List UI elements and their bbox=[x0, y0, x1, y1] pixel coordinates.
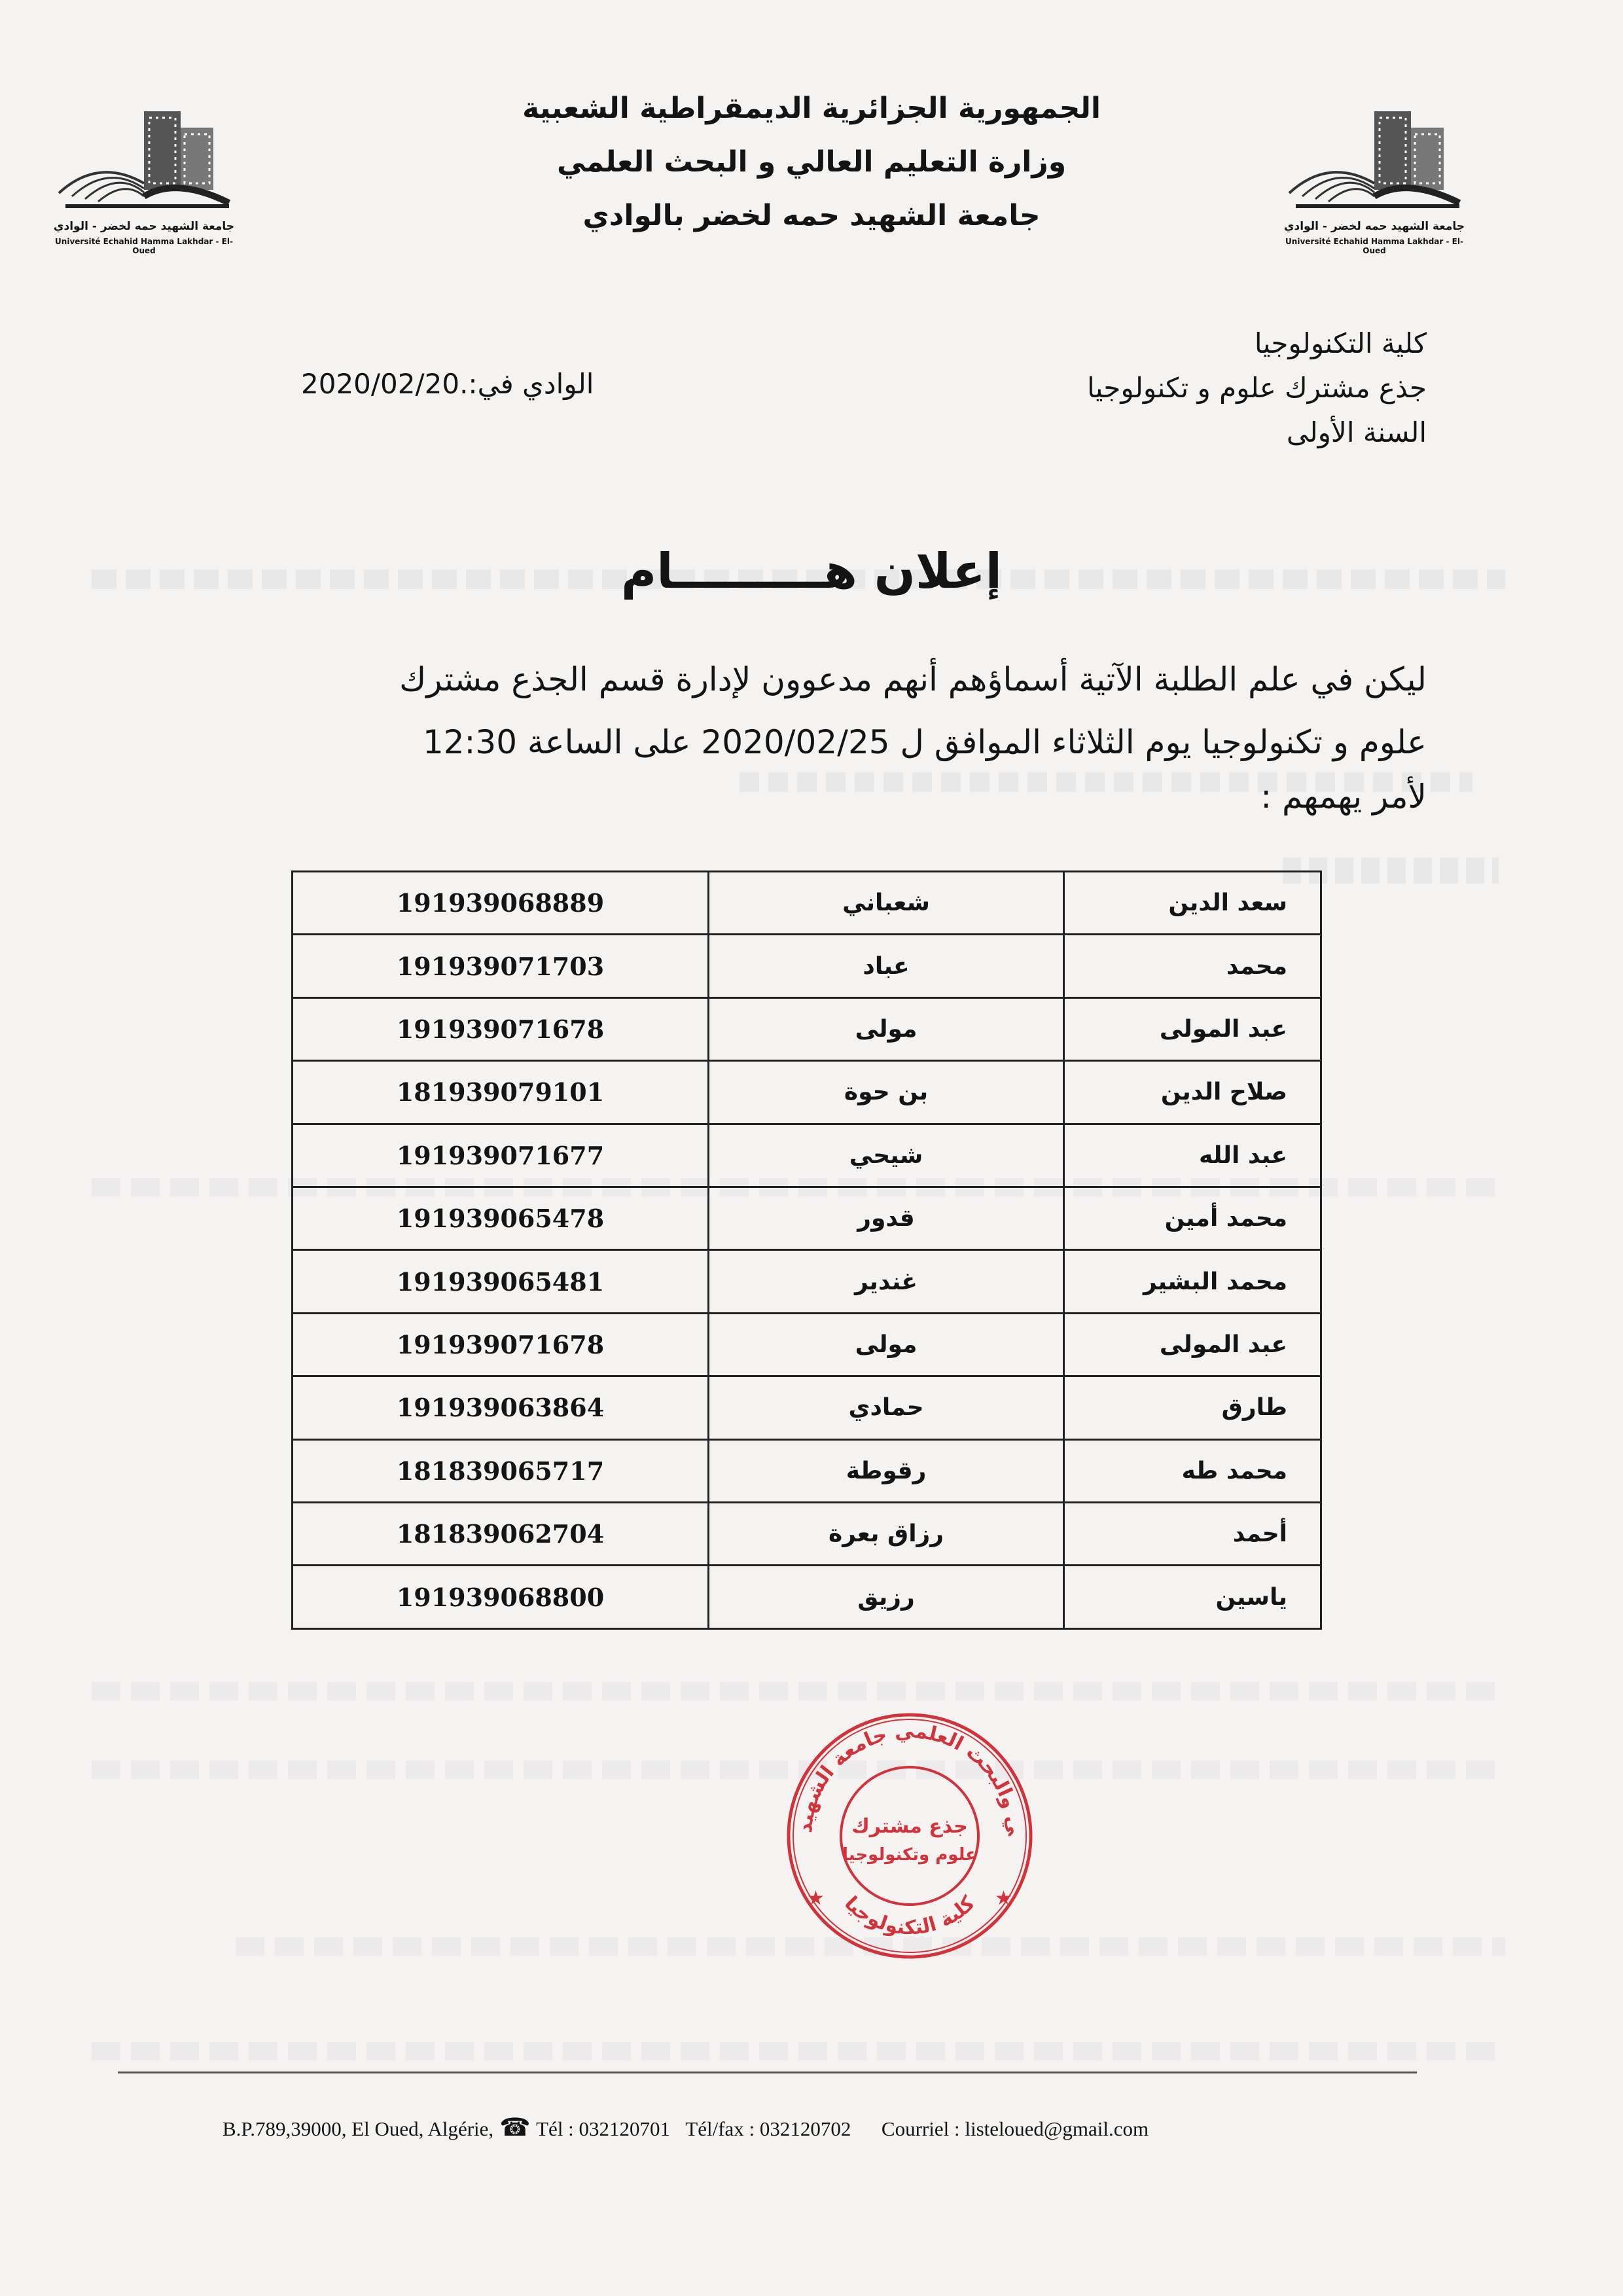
stamp-star-icon: ★ bbox=[995, 1887, 1012, 1910]
table-row bbox=[293, 872, 1321, 935]
logo-caption-french: Université Echahid Hamma Lakhdar - El-Oued bbox=[1285, 237, 1463, 255]
student-first-name: عبد الله bbox=[1064, 1124, 1321, 1187]
student-first-name: محمد bbox=[1064, 935, 1321, 997]
table-row bbox=[293, 1376, 1321, 1439]
footer-contact bbox=[223, 2113, 1149, 2142]
footer-divider bbox=[118, 2072, 1417, 2073]
student-last-name: شيحي bbox=[709, 1124, 1064, 1187]
department-name: جذع مشترك علوم و تكنولوجيا bbox=[1086, 372, 1427, 404]
bleed-through-block bbox=[92, 2042, 1505, 2060]
official-stamp bbox=[782, 1708, 1037, 1964]
student-id: 191939071678 bbox=[293, 1313, 709, 1376]
logo-caption-french: Université Echahid Hamma Lakhdar - El-Oued bbox=[55, 237, 233, 255]
table-row bbox=[293, 1503, 1321, 1566]
svg-text:كلية التكنولوجيا bbox=[840, 1892, 980, 1939]
header-university: جامعة الشهيد حمه لخضر بالوادي bbox=[582, 199, 1041, 232]
announcement-body bbox=[170, 648, 1427, 819]
footer-address: B.P.789,39000, El Oued, Algérie, bbox=[223, 2117, 494, 2140]
announcement-title: إعلان هـــــــــام bbox=[621, 543, 1002, 600]
footer-tel: Tél : 032120701 bbox=[536, 2117, 671, 2140]
telephone-icon: ☎ bbox=[499, 2114, 531, 2142]
stamp-center-line-2: علوم وتكنولوجيا bbox=[842, 1845, 977, 1865]
student-first-name: عبد المولى bbox=[1064, 1313, 1321, 1376]
student-last-name: مولى bbox=[709, 997, 1064, 1060]
student-id: 191939068889 bbox=[293, 872, 709, 935]
student-first-name: محمد البشير bbox=[1064, 1250, 1321, 1313]
student-id: 181839062704 bbox=[293, 1503, 709, 1566]
table-row bbox=[293, 1187, 1321, 1250]
student-first-name: أحمد bbox=[1064, 1503, 1321, 1566]
table-row bbox=[293, 1566, 1321, 1629]
table-row bbox=[293, 997, 1321, 1060]
student-first-name: ياسين bbox=[1064, 1566, 1321, 1629]
stamp-center-line-1: جذع مشترك bbox=[851, 1815, 968, 1838]
student-first-name: محمد طه bbox=[1064, 1439, 1321, 1502]
bleed-through-block bbox=[92, 1682, 1505, 1700]
student-id: 181939079101 bbox=[293, 1061, 709, 1124]
student-id: 191939063864 bbox=[293, 1376, 709, 1439]
table-row bbox=[293, 1250, 1321, 1313]
student-id: 191939068800 bbox=[293, 1566, 709, 1629]
student-first-name: سعد الدين bbox=[1064, 872, 1321, 935]
student-last-name: شعباني bbox=[709, 872, 1064, 935]
footer-fax: Tél/fax : 032120702 bbox=[685, 2117, 851, 2140]
place-date: الوادي في:.2020/02/20 bbox=[301, 368, 594, 400]
announcement-line-1: ليكن في علم الطلبة الآتية أسماؤهم أنهم مدعوون لإدارة قسم الجذع مشترك bbox=[399, 660, 1427, 698]
logo-caption-arabic: جامعة الشهيد حمه لخضر - الوادي bbox=[1283, 220, 1465, 233]
student-last-name: رزاق بعرة bbox=[709, 1503, 1064, 1566]
faculty-name: كلية التكنولوجيا bbox=[1254, 327, 1427, 359]
announcement-line-2: علوم و تكنولوجيا يوم الثلاثاء الموافق ل 2020/02/25 على الساعة 12:30 bbox=[422, 723, 1427, 761]
student-last-name: بن حوة bbox=[709, 1061, 1064, 1124]
student-last-name: مولى bbox=[709, 1313, 1064, 1376]
table-row bbox=[293, 1439, 1321, 1502]
student-last-name: عباد bbox=[709, 935, 1064, 997]
header-republic: الجمهورية الجزائرية الديمقراطية الشعبية bbox=[522, 92, 1101, 125]
stamp-star-icon: ★ bbox=[807, 1887, 825, 1910]
stamp-bottom-text: كلية التكنولوجيا bbox=[840, 1892, 980, 1940]
student-id: 191939071703 bbox=[293, 935, 709, 997]
student-first-name: طارق bbox=[1064, 1376, 1321, 1439]
student-first-name: صلاح الدين bbox=[1064, 1061, 1321, 1124]
student-id: 181839065717 bbox=[293, 1439, 709, 1502]
student-last-name: قدور bbox=[709, 1187, 1064, 1250]
header-ministry: وزارة التعليم العالي و البحث العلمي bbox=[556, 145, 1067, 179]
student-last-name: حمادي bbox=[709, 1376, 1064, 1439]
student-id: 191939071678 bbox=[293, 997, 709, 1060]
student-id: 191939065478 bbox=[293, 1187, 709, 1250]
student-first-name: عبد المولى bbox=[1064, 997, 1321, 1060]
table-row bbox=[293, 935, 1321, 997]
footer-email: Courriel : listeloued@gmail.com bbox=[881, 2117, 1149, 2140]
table-row bbox=[293, 1124, 1321, 1187]
students-table bbox=[291, 870, 1322, 1630]
student-id: 191939071677 bbox=[293, 1124, 709, 1187]
logo-caption-arabic: جامعة الشهيد حمه لخضر - الوادي bbox=[53, 220, 235, 233]
study-year: السنة الأولى bbox=[1286, 416, 1427, 448]
student-last-name: رقوطة bbox=[709, 1439, 1064, 1502]
student-id: 191939065481 bbox=[293, 1250, 709, 1313]
student-first-name: محمد أمين bbox=[1064, 1187, 1321, 1250]
table-row bbox=[293, 1061, 1321, 1124]
student-last-name: رزيق bbox=[709, 1566, 1064, 1629]
stamp-ring-text: ي والبحث العلمي جامعة الشهيد bbox=[793, 1719, 1026, 1837]
announcement-line-3: لأمر يهمهم : bbox=[1260, 778, 1427, 816]
table-row bbox=[293, 1313, 1321, 1376]
student-last-name: غندير bbox=[709, 1250, 1064, 1313]
